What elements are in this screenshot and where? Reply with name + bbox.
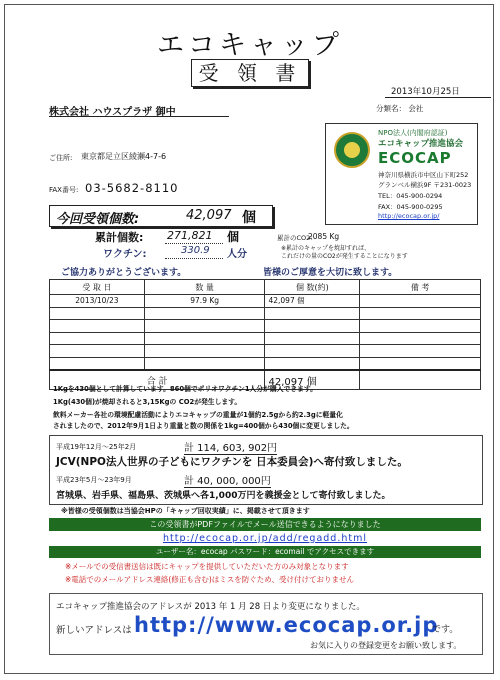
donation-amount: 計 114, 603, 902円 (184, 439, 277, 455)
recipient-company: 株式会社 ハウスプラザ 御中 (49, 107, 176, 118)
org-cert-line: NPO法人(内閣府認証) (378, 129, 448, 137)
new-url-link[interactable]: http://www.ecocap.or.jp (134, 613, 439, 637)
bookmark-request: お気に入りの登録変更をお願い致します。 (310, 641, 462, 650)
divider (165, 258, 223, 259)
note-line: 1Kgを430個として計算しています。860個でポリオワクチン1人分が購入できます。 (53, 385, 317, 393)
table-cell (265, 332, 360, 345)
warning-line: ※電話でのメールアドレス連絡(修正も含む)はミスを防ぐため、受け付けておりません (65, 575, 354, 584)
address-value: 東京都足立区綾瀬4-7-6 (81, 152, 167, 161)
table-cell (360, 370, 481, 390)
column-header: 受 取 日 (50, 280, 145, 295)
table-cell: 2013/10/23 (50, 295, 145, 308)
note-line: 1Kg(430個)が焼却されると3,15Kgの CO2が発生します。 (53, 398, 242, 406)
table-cell (50, 332, 145, 345)
table-row (50, 307, 481, 320)
total-label: 累計個数: (95, 231, 144, 244)
received-value: 42,097 (186, 208, 232, 223)
table-cell (360, 295, 481, 308)
total-unit: 個 (227, 230, 240, 244)
co2-note: ※累計のキャップを焼却すれば、 (281, 245, 371, 252)
table-cell (360, 332, 481, 345)
org-url-link[interactable]: http://ecocap.or.jp/ (378, 212, 440, 220)
table-cell (360, 357, 481, 370)
table-cell (144, 320, 265, 333)
register-link-row (49, 531, 481, 546)
org-address-2: グランベル横浜9F 〒231-0023 (378, 181, 472, 189)
received-label: 今回受領個数: (56, 212, 140, 227)
register-link[interactable]: http://ecocap.or.jp/add/regadd.html (162, 533, 367, 544)
org-fax: FAX：045-900-0295 (378, 203, 443, 211)
table-cell (265, 320, 360, 333)
table-row (50, 357, 481, 370)
receipt-table (49, 279, 481, 390)
address-change-box (49, 593, 483, 655)
table-cell (360, 307, 481, 320)
co2-value: 2085 Kg (308, 232, 340, 241)
received-count-box (49, 205, 273, 227)
note-line: 飲料メーカー各社の環境配慮活動によりエコキャップの重量が1個約2.5gから約2.3gに軽量化 (53, 411, 343, 419)
divider (49, 116, 229, 117)
page-title: エコキャップ (157, 30, 343, 61)
vaccine-label: ワクチン: (103, 249, 147, 260)
pdf-mail-notice-band: この受領書がPDFファイルでメール送信できるようになりました (49, 518, 481, 531)
divider (385, 97, 491, 98)
org-address-1: 神奈川県横浜市中区山下町252 (378, 171, 469, 179)
thanks-message-2: 皆様のご厚意を大切に致します。 (263, 268, 398, 278)
table-cell (265, 357, 360, 370)
table-cell (50, 307, 145, 320)
address-label: ご住所: (49, 154, 73, 162)
address-change-notice: エコキャップ推進協会のアドレスが 2013 年 1 月 28 日より変更になりました。 (56, 602, 365, 612)
vaccine-value: 330.9 (181, 245, 210, 256)
thanks-message: ご協力ありがとうございます。 (61, 268, 187, 278)
donation-period: 平成19年12月～25年2月 (56, 443, 137, 451)
table-header-row (50, 280, 481, 295)
org-logo-text: ECOCAP (378, 149, 452, 167)
column-header: 個 数(約) (265, 280, 360, 295)
fax-value: 03-5682-8110 (85, 181, 179, 195)
new-address-label: 新しいアドレスは (56, 625, 132, 636)
total-row-value: 42,097 個 (265, 370, 360, 390)
table-cell (360, 320, 481, 333)
vaccine-unit: 人分 (227, 249, 247, 260)
org-stamp-box (325, 123, 478, 225)
received-unit: 個 (242, 210, 256, 226)
fax-label: FAX番号: (49, 186, 79, 194)
donation-recipient: 宮城県、岩手県、福島県、茨城県へ各1,000万円を義援金として寄付致しました。 (56, 491, 391, 501)
total-row-label: 合 計 (50, 370, 265, 390)
table-row (50, 320, 481, 333)
donation-period: 平成23年5月～23年9月 (56, 476, 132, 484)
table-row (50, 345, 481, 358)
co2-label: 累計のCO2： (277, 234, 317, 242)
login-info-band: ユーザー名：ecocap パスワード：ecomail でアクセスできます (49, 546, 481, 558)
org-tel: TEL：045-900-0294 (378, 192, 443, 200)
co2-note: これだけの量のCO2が発生することになります (281, 253, 408, 260)
issue-date: 2013年10月25日 (391, 87, 460, 97)
table-cell: 42,097 個 (265, 295, 360, 308)
table-cell (144, 307, 265, 320)
divider (165, 243, 223, 244)
table-cell (144, 345, 265, 358)
table-row (50, 295, 481, 308)
receipt-page (4, 4, 494, 674)
table-cell (144, 332, 265, 345)
footnote: ※皆様の受領個数は当協会HPの「キャップ回収実績」に、掲載させて頂きます (61, 507, 310, 515)
doc-type-box: 受 領 書 (191, 59, 309, 87)
table-cell (50, 320, 145, 333)
note-line: されましたので、2012年9月1日より重量と数の関係を1kg=400個から430個に変更しました。 (53, 422, 354, 430)
ecocap-emblem-icon (334, 132, 370, 168)
table-cell (50, 345, 145, 358)
table-cell (265, 345, 360, 358)
table-cell (265, 307, 360, 320)
total-value: 271,821 (167, 229, 213, 242)
donation-amount: 計 40, 000, 000円 (184, 472, 271, 488)
table-row (50, 332, 481, 345)
column-header: 備 考 (360, 280, 481, 295)
table-cell (360, 345, 481, 358)
table-cell: 97.9 Kg (144, 295, 265, 308)
warning-line: ※メールでの受信書送信は既にキャップを提供していただいた方のみ対象となります (65, 562, 349, 571)
donation-box (49, 435, 483, 505)
donation-recipient: JCV(NPO法人世界の子どもにワクチンを 日本委員会)へ寄付致しました。 (56, 456, 408, 468)
new-address-suffix: です。 (432, 625, 459, 635)
table-cell (50, 357, 145, 370)
category-label: 分類名： 会社 (376, 104, 424, 113)
org-name: エコキャップ推進協会 (378, 139, 464, 149)
column-header: 数 量 (144, 280, 265, 295)
table-cell (144, 357, 265, 370)
